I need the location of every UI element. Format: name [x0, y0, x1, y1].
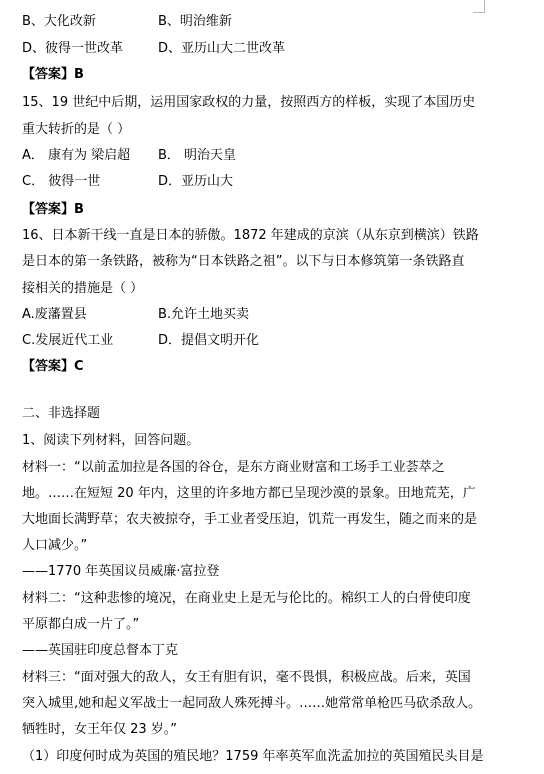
option-row: [22, 173, 234, 190]
text-line: 牺牲时，女王年仅 23 岁。”: [22, 722, 178, 737]
option-row: [22, 40, 286, 57]
text-line: 二、非选择题: [22, 406, 101, 421]
option-row: [22, 306, 250, 323]
option-a: D、彼得一世改革: [22, 41, 124, 56]
option-row: [22, 332, 260, 349]
text-line: 是日本的第一条铁路，被称为“日本铁路之祖”。以下与日本修筑第一条铁路直: [22, 254, 465, 269]
option-a: B、大化改新: [22, 14, 96, 29]
text-line: ——英国驻印度总督本丁克: [22, 643, 179, 658]
option-b: D、亚历山大二世改革: [158, 41, 286, 56]
text-line: 材料二：“这种悲惨的境况，在商业史上是无与伦比的。棉织工人的白骨使印度: [22, 591, 471, 606]
option-a: A． 康有为 梁启超: [22, 148, 131, 163]
text-line: 1、阅读下列材料，回答问题。: [22, 433, 200, 448]
text-line: 人口减少。”: [22, 538, 88, 553]
answer-line: 【答案】C: [22, 359, 84, 374]
text-line: 材料一：“以前孟加拉是各国的谷仓，是东方商业财富和工场手工业荟萃之: [22, 460, 445, 475]
option-b: D．提倡文明开化: [158, 333, 260, 348]
text-line: 重大转折的是（ ）: [22, 122, 131, 137]
text-line: 突入城里,她和起义军战士一起同敌人殊死搏斗。……她常常单枪匹马砍杀敌人。: [22, 696, 482, 711]
option-a: C． 彼得一世: [22, 174, 101, 189]
option-b: D．亚历山大: [158, 174, 234, 189]
text-line: 16、日本新干线一直是日本的骄傲。1872 年建成的京滨（从东京到横滨）铁路: [22, 228, 479, 243]
option-a: A.废藩置县: [22, 307, 87, 322]
option-b: B.允许土地买卖: [158, 307, 250, 322]
option-b: B、明治维新: [158, 14, 232, 29]
corner-vertical: [484, 0, 485, 12]
answer-line: 【答案】B: [22, 67, 84, 82]
text-line: （1）印度何时成为英国的殖民地？1759 年率英军血洗孟加拉的英国殖民头目是: [22, 749, 484, 764]
option-b: B． 明治天皇: [158, 148, 237, 163]
option-a: C.发展近代工业: [22, 333, 114, 348]
option-row: [22, 147, 237, 164]
option-row: [22, 13, 232, 30]
corner-horizontal: [473, 12, 485, 13]
text-line: 15、19 世纪中后期，运用国家政权的力量，按照西方的样板，实现了本国历史: [22, 95, 476, 110]
text-line: 大地面长满野草；农夫被掠夺，手工业者受压迫，饥荒一再发生，随之而来的是: [22, 512, 478, 527]
text-line: 地。……在短短 20 年内，这里的许多地方都已呈现沙漠的景象。田地荒芜，广: [22, 486, 476, 501]
text-line: 平原都白成一片了。”: [22, 617, 140, 632]
answer-line: 【答案】B: [22, 202, 84, 217]
text-line: ——1770 年英国议员威廉·富拉登: [22, 564, 220, 579]
text-line: 材料三：“面对强大的敌人，女王有胆有识，毫不畏惧，积极应战。后来，英国: [22, 670, 471, 685]
text-line: 接相关的措施是（ ）: [22, 281, 144, 296]
